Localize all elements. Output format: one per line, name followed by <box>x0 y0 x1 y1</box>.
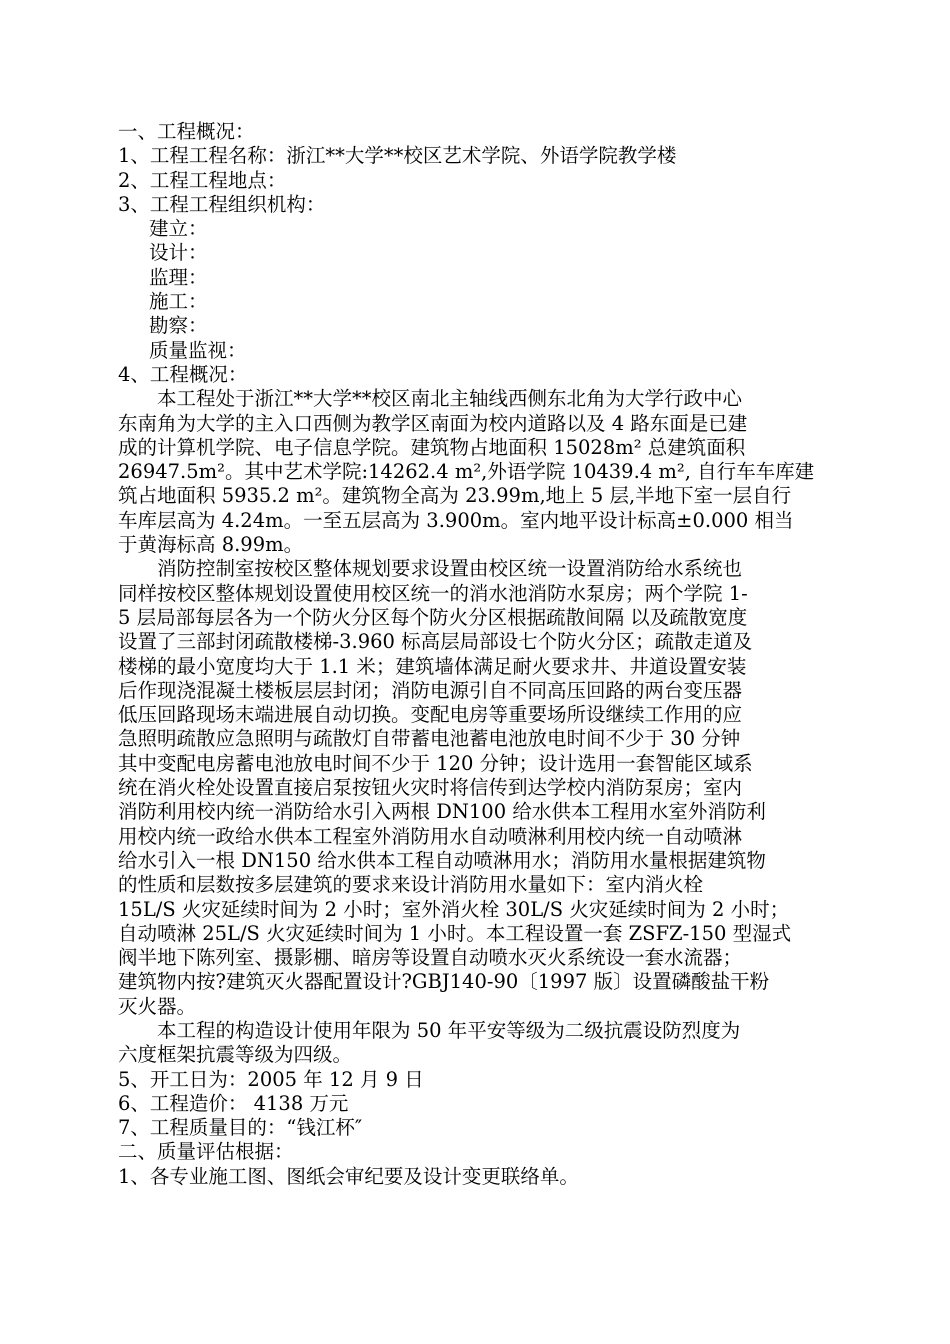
project-name: 1、工程工程名称：浙江**大学**校区艺术学院、外语学院教学楼 <box>118 144 677 168</box>
para1-line: 本工程处于浙江**大学**校区南北主轴线西侧东北角为大学行政中心 <box>157 387 743 411</box>
para2-line: 统在消火栓处设置直接启泵按钮火灾时将信传到达学校内消防泵房；室内 <box>118 776 743 800</box>
para2-line: 楼梯的最小宽度均大于 1.1 米；建筑墙体满足耐火要求井、井道设置安装 <box>118 654 747 678</box>
para2-line: 低压回路现场末端进展自动切换。变配电房等重要场所设继续工作用的应 <box>118 703 743 727</box>
para2-line: 的性质和层数按多层建筑的要求来设计消防用水量如下：室内消火栓 <box>118 873 704 897</box>
project-organization: 3、工程工程组织机构： <box>118 192 326 216</box>
para2-line: 自动喷淋 25L/S 火灾延续时间为 1 小时。本工程设置一套 ZSFZ-150 型湿式 <box>118 921 792 945</box>
para1-line: 于黄海标高 8.99m。 <box>118 533 304 557</box>
para2-line: 同样按校区整体规划设置使用校区统一的消水池消防水泵房；两个学院 1- <box>118 581 748 605</box>
para2-line: 灭火器。 <box>118 994 197 1018</box>
para1-line: 东南角为大学的主入口西侧为教学区南面为校内道路以及 4 路东面是已建 <box>118 411 748 435</box>
org-design: 设计： <box>149 241 208 265</box>
para3-line: 六度框架抗震等级为四级。 <box>118 1043 353 1067</box>
para2-line: 设置了三部封闭疏散楼梯-3.960 标高层局部设七个防火分区；疏散走道及 <box>118 630 753 654</box>
org-quality-monitor: 质量监视： <box>149 338 247 362</box>
para2-line: 建筑物内按?建筑灭火器配置设计?GBJ140-90〔1997 版〕设置磷酸盐干粉 <box>118 970 770 994</box>
para3-line: 本工程的构造设计使用年限为 50 年平安等级为二级抗震设防烈度为 <box>157 1018 741 1042</box>
basis-item-1: 1、各专业施工图、图纸会审纪要及设计变更联络单。 <box>118 1164 579 1188</box>
project-location: 2、工程工程地点： <box>118 168 287 192</box>
para2-line: 用校内统一政给水供本工程室外消防用水自动喷淋利用校内统一自动喷淋 <box>118 824 743 848</box>
para2-line: 5 层局部每层各为一个防火分区每个防火分区根据疏散间隔 以及疏散宽度 <box>118 605 748 629</box>
para1-line: 筑占地面积 5935.2 m²。建筑物全高为 23.99m,地上 5 层,半地下室一层自行 <box>118 484 792 508</box>
org-builder: 建立： <box>149 217 208 241</box>
para2-line: 消防利用校内统一消防给水引入两根 DN100 给水供本工程用水室外消防利 <box>118 800 766 824</box>
project-cost: 6、工程造价： 4138 万元 <box>118 1091 349 1115</box>
para2-line: 急照明疏散应急照明与疏散灯自带蓄电池蓄电池放电时间不少于 30 分钟 <box>118 727 741 751</box>
para1-line: 26947.5m²。其中艺术学院:14262.4 m²,外语学院 10439.4 m², 自行车车库建 <box>118 460 815 484</box>
project-overview-heading: 4、工程概况： <box>118 362 248 386</box>
para2-line: 消防控制室按校区整体规划要求设置由校区统一设置消防给水系统也 <box>157 557 743 581</box>
section-heading-basis: 二、质量评估根据： <box>118 1140 294 1164</box>
document-page <box>118 120 840 1189</box>
para2-line: 后作现浇混凝土楼板层层封闭；消防电源引自不同高压回路的两台变压器 <box>118 678 743 702</box>
org-supervision: 监理： <box>149 265 208 289</box>
start-date: 5、开工日为：2005 年 12 月 9 日 <box>118 1067 424 1091</box>
org-survey: 勘察： <box>149 314 208 338</box>
org-construction: 施工： <box>149 290 208 314</box>
para1-line: 成的计算机学院、电子信息学院。建筑物占地面积 15028m² 总建筑面积 <box>118 435 746 459</box>
section-heading-overview: 一、工程概况： <box>118 120 255 143</box>
para1-line: 车库层高为 4.24m。一至五层高为 3.900m。室内地平设计标高±0.000 相当 <box>118 508 794 532</box>
para2-line: 给水引入一根 DN150 给水供本工程自动喷淋用水；消防用水量根据建筑物 <box>118 848 766 872</box>
para2-line: 其中变配电房蓄电池放电时间不少于 120 分钟；设计选用一套智能区域系 <box>118 751 753 775</box>
para2-line: 15L/S 火灾延续时间为 2 小时；室外消火栓 30L/S 火灾延续时间为 2 小时； <box>118 897 790 921</box>
para2-line: 阀半地下陈列室、摄影棚、暗房等设置自动喷水灭火系统设一套水流器； <box>118 946 743 970</box>
quality-goal: 7、工程质量目的：“钱江杯″ <box>118 1116 363 1140</box>
